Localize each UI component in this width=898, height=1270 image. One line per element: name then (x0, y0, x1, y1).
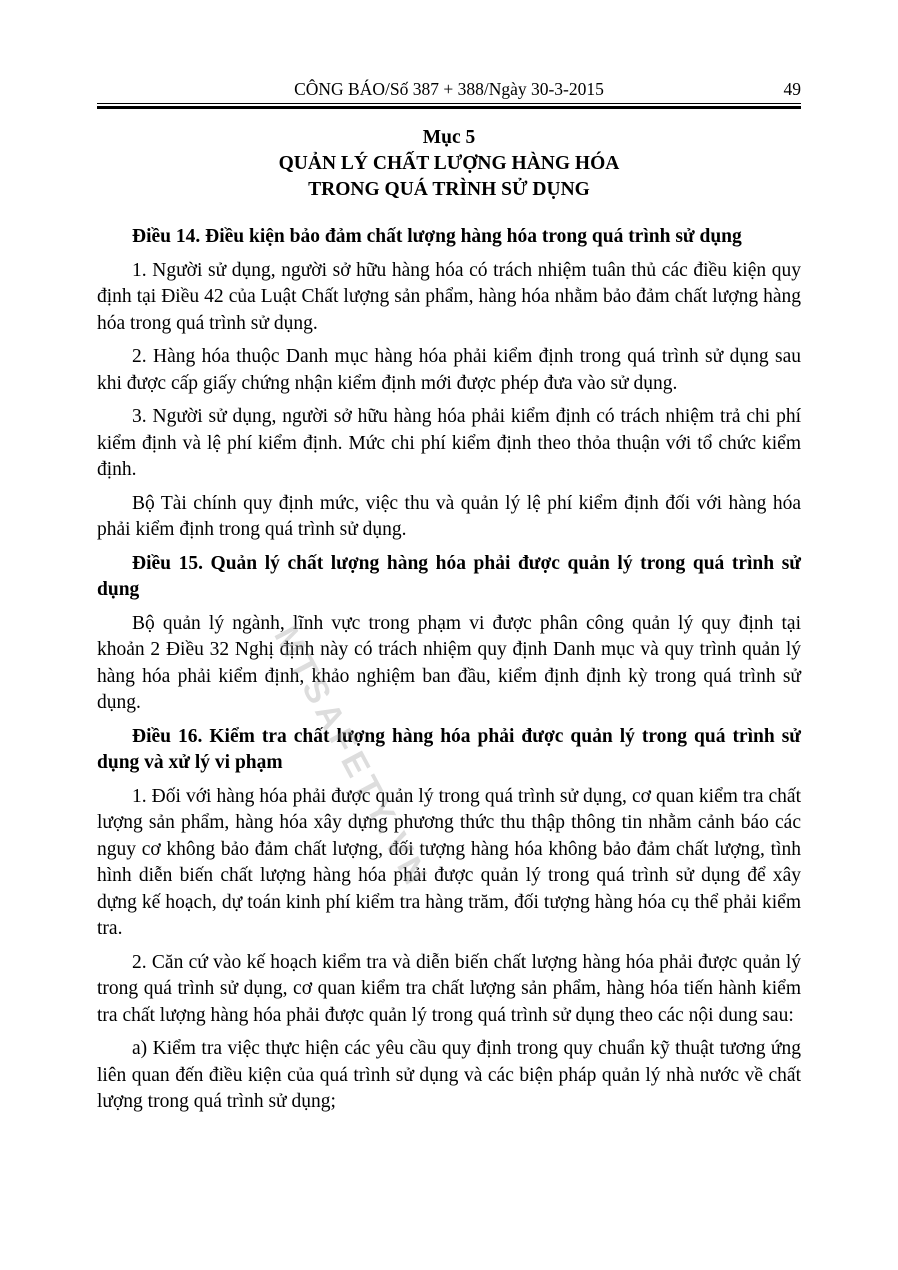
paragraph: 1. Đối với hàng hóa phải được quản lý trong quá trình sử dụng, cơ quan kiểm tra chất lượng sản phẩm, hàng hóa xây dựng phương thức thu thập thông tin nhằm cảnh báo các nguy cơ không bảo đảm chất lượng, đối tượng hàng hóa không bảo đảm chất lượng, tình hình diễn biến chất lượng hàng hóa phải được quản lý trong quá trình sử dụng để xây dựng kế hoạch, dự toán kinh phí kiểm tra hàng trăm, đối tượng hàng hóa cụ thể phải kiểm tra. (97, 785, 801, 939)
page-header (97, 0, 801, 104)
page-number: 49 (783, 79, 801, 99)
paragraph: a) Kiểm tra việc thực hiện các yêu cầu quy định trong quy chuẩn kỹ thuật tương ứng liên quan đến điều kiện của quá trình sử dụng và các biện pháp quản lý nhà nước về chất lượng trong quá trình sử dụng; (97, 1038, 801, 1112)
header-rule-thin (97, 103, 801, 104)
paragraph: 3. Người sử dụng, người sở hữu hàng hóa phải kiểm định có trách nhiệm trả chi phí kiểm định và lệ phí kiểm định. Mức chi phí kiểm định theo thỏa thuận với tổ chức kiểm định. (97, 406, 801, 480)
header-rule-thick (97, 106, 801, 109)
paragraph: 1. Người sử dụng, người sở hữu hàng hóa có trách nhiệm tuân thủ các điều kiện quy định tại Điều 42 của Luật Chất lượng sản phẩm, hàng hóa nhằm bảo đảm chất lượng hàng hóa trong quá trình sử dụng. (97, 259, 801, 334)
watermark: MTSAFETY.VN (266, 620, 437, 895)
article-15 (97, 551, 801, 717)
document-page (97, 0, 801, 1123)
section-title-line-2: TRONG QUÁ TRÌNH SỬ DỤNG (308, 179, 590, 200)
paragraph: Bộ quản lý ngành, lĩnh vực trong phạm vi được phân công quản lý quy định tại khoản 2 Điều 32 Nghị định này có trách nhiệm quy định Danh mục và quy trình quản lý hàng hóa phải kiểm định, khảo nghiệm ban đầu, kiểm định định kỳ trong quá trình sử dụng. (97, 612, 801, 713)
section-heading (97, 125, 801, 203)
article-title: Điều 14. Điều kiện bảo đảm chất lượng hàng hóa trong quá trình sử dụng (132, 226, 742, 247)
running-title: CÔNG BÁO/Số 387 + 388/Ngày 30-3-2015 (294, 79, 604, 99)
paragraph: Bộ Tài chính quy định mức, việc thu và quản lý lệ phí kiểm định đối với hàng hóa phải kiểm định trong quá trình sử dụng. (97, 492, 801, 540)
section-label: Mục 5 (422, 127, 476, 148)
paragraph: 2. Căn cứ vào kế hoạch kiểm tra và diễn biến chất lượng hàng hóa phải được quản lý trong quá trình sử dụng, cơ quan kiểm tra chất lượng sản phẩm, hàng hóa tiến hành kiểm tra chất lượng hàng hóa phải được quản lý trong quá trình sử dụng theo các nội dung sau: (97, 951, 801, 1026)
article-title: Điều 15. Quản lý chất lượng hàng hóa phải được quản lý trong quá trình sử dụng (97, 552, 801, 600)
article-14 (97, 224, 801, 544)
paragraph: 2. Hàng hóa thuộc Danh mục hàng hóa phải kiểm định trong quá trình sử dụng sau khi được cấp giấy chứng nhận kiểm định mới được phép đưa vào sử dụng. (97, 346, 801, 394)
article-16 (97, 724, 801, 1116)
section-title-line-1: QUẢN LÝ CHẤT LƯỢNG HÀNG HÓA (278, 153, 620, 174)
article-title: Điều 16. Kiểm tra chất lượng hàng hóa phải được quản lý trong quá trình sử dụng và xử lý vi phạm (97, 725, 801, 773)
